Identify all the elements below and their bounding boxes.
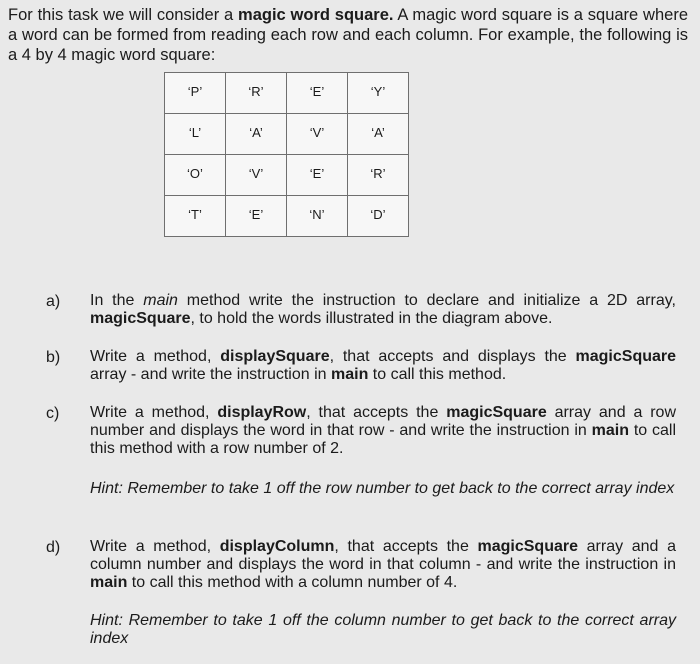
task-hint: Hint: Remember to take 1 off the row number to get back to the correct array index xyxy=(90,480,675,497)
task-text xyxy=(90,348,676,384)
task-text-part: , that accepts and displays the xyxy=(329,348,576,365)
task-term: magicSquare xyxy=(575,348,677,365)
task-text-part: , that accepts the xyxy=(334,538,478,555)
task-text-part: array and a row number and displays the word in that row - and write the instruction in xyxy=(90,404,677,439)
grid-cell: ‘Y’ xyxy=(348,73,409,114)
task-label: a) xyxy=(46,293,61,310)
task-text xyxy=(90,538,676,592)
task-label: b) xyxy=(46,349,61,366)
grid-cell: ‘E’ xyxy=(287,73,348,114)
intro-text: A magic word square is a square where a word can be formed from reading each row and each column. For example, the following is a 4 by 4 magic word square: xyxy=(8,6,688,64)
table-row xyxy=(165,114,409,155)
grid-cell: ‘O’ xyxy=(165,155,226,196)
task-text-part: , to hold the words illustrated in the diagram above. xyxy=(190,310,553,327)
task-term: displayColumn xyxy=(219,538,335,555)
grid-cell: ‘V’ xyxy=(226,155,287,196)
task-term: magicSquare xyxy=(90,310,191,327)
task-term: magicSquare xyxy=(477,538,578,555)
task-text-part: Write a method, xyxy=(90,348,221,365)
intro-paragraph xyxy=(8,5,688,65)
task-term: displaySquare xyxy=(220,348,330,365)
task-hint: Hint: Remember to take 1 off the column number to get back to the correct array index xyxy=(90,612,676,647)
task-term: displayRow xyxy=(217,404,307,421)
task-text-part: to call this method with a column number of 4. xyxy=(127,574,458,591)
task-text-part: array and a column number and displays the word in that column - and write the instruction in xyxy=(90,538,676,573)
task-text-part: Write a method, xyxy=(90,404,218,421)
grid-cell: ‘T’ xyxy=(165,196,226,237)
grid-cell: ‘R’ xyxy=(348,155,409,196)
grid-cell: ‘D’ xyxy=(348,196,409,237)
grid-cell: ‘E’ xyxy=(226,196,287,237)
table-row xyxy=(165,196,409,237)
intro-text: For this task we will consider a xyxy=(8,6,239,24)
grid-cell: ‘N’ xyxy=(287,196,348,237)
grid-cell: ‘A’ xyxy=(226,114,287,155)
task-text-part: Write a method, xyxy=(90,538,220,555)
task-term: main xyxy=(331,366,369,383)
grid-cell: ‘A’ xyxy=(348,114,409,155)
table-row xyxy=(165,155,409,196)
task-text-part: In the xyxy=(90,292,144,309)
grid-cell: ‘E’ xyxy=(287,155,348,196)
task-term-italic: main xyxy=(143,292,178,309)
task-text xyxy=(90,404,676,458)
intro-term: magic word square. xyxy=(238,6,394,24)
grid-cell: ‘P’ xyxy=(165,73,226,114)
grid-cell: ‘V’ xyxy=(287,114,348,155)
task-text-part: array - and write the instruction in xyxy=(90,366,331,383)
task-text-part: , that accepts the xyxy=(306,404,447,421)
task-term: magicSquare xyxy=(446,404,547,421)
task-term: main xyxy=(591,422,629,439)
magic-square-table xyxy=(164,72,409,237)
task-text-part: method write the instruction to declare and initialize a 2D array, xyxy=(177,292,676,309)
grid-cell: ‘R’ xyxy=(226,73,287,114)
task-text-part: to call this method. xyxy=(368,366,507,383)
task-text xyxy=(90,292,676,328)
task-text-part: to call this method with a row number of 2. xyxy=(90,422,676,457)
grid-cell: ‘L’ xyxy=(165,114,226,155)
task-term: main xyxy=(90,574,128,591)
table-row xyxy=(165,73,409,114)
task-label: c) xyxy=(46,405,60,422)
task-label: d) xyxy=(46,539,61,556)
